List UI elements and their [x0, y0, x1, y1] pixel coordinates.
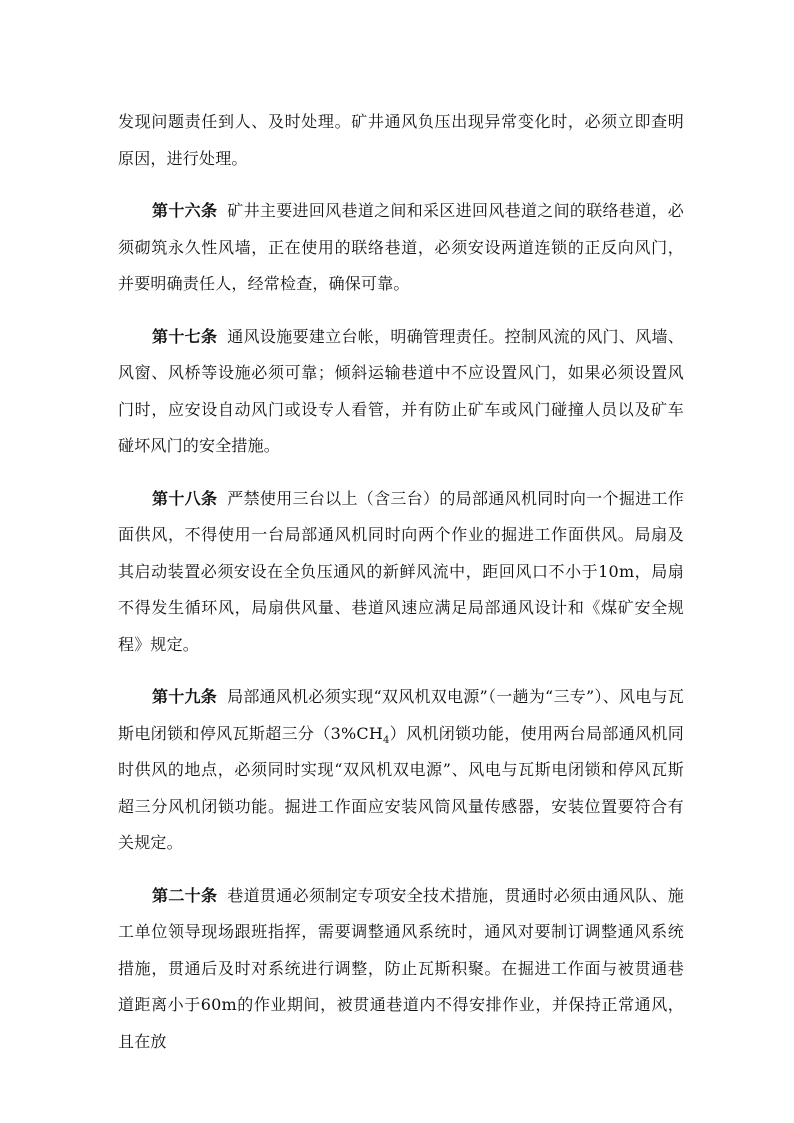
article-text: 巷道贯通必须制定专项安全技术措施，贯通时必须由通风队、施工单位领导现场跟班指挥，需要调整通风系统时，通风对要制订调整通风系统措施，贯通后及时对系统进行调整，防止瓦斯积聚。在掘进工作面与被贯通巷道距离小于60m的作业期间，被贯通巷道内不得安排作业，并保持正常通风，且在放: [118, 885, 684, 1051]
article-19: [118, 679, 684, 862]
article-text: 通风设施要建立台帐，明确管理责任。控制风流的风门、风墙、风窗、风桥等设施必须可靠；倾斜运输巷道中不应设置风门，如果必须设置风门时，应安设自动风门或设专人看管，并有防止矿车或风门碰撞人员以及矿车碰坏风门的安全措施。: [118, 326, 684, 455]
paragraph-gap: [118, 177, 684, 193]
article-text: 矿井主要进回风巷道之间和采区进回风巷道之间的联络巷道，必须砌筑永久性风墙，正在使用的联络巷道，必须安设两道连锁的正反向风门，并要明确责任人，经常检查，确保可靠。: [118, 201, 684, 293]
paragraph-gap: [118, 465, 684, 481]
paragraph-continuation: [118, 104, 684, 177]
article-number: 第十九条: [152, 687, 218, 706]
article-16: [118, 193, 684, 303]
article-number: 第十六条: [152, 201, 218, 220]
article-number: 第二十条: [152, 885, 218, 905]
paragraph-text: 发现问题责任到人、及时处理。矿井通风负压出现异常变化时，必须立即查明原因，进行处理。: [118, 112, 684, 168]
article-text-after: ）风机闭锁功能，使用两台局部通风机同时供风的地点，必须同时实现“双风机双电源”、风电与瓦斯电闭锁和停风瓦斯超三分风机闭锁功能。掘进工作面应安装风筒风量传感器，安装位置要符合有关规定。: [118, 723, 684, 852]
chemical-subscript: 4: [383, 734, 390, 746]
article-number: 第十八条: [152, 488, 218, 508]
article-text-before: 局部通风机必须实现“双风机双电源”（一趟为“三专”）、风电与瓦斯电闭锁和停风瓦斯超三分（3%CH: [118, 687, 684, 743]
article-text: 严禁使用三台以上（含三台）的局部通风机同时向一个掘进工作面供风，不得使用一台局部通风机同时向两个作业的掘进工作面供风。局扇及其启动装置必须安设在全负压通风的新鲜风流中，距回风口不小于10m，局扇不得发生循环风，局扇供风量、巷道风速应满足局部通风设计和《煤矿安全规程》规定。: [118, 488, 684, 654]
article-number: 第十七条: [152, 326, 218, 346]
paragraph-gap: [118, 862, 684, 878]
document-page: [118, 104, 684, 1060]
article-17: [118, 319, 684, 465]
paragraph-gap: [118, 303, 684, 319]
article-18: [118, 481, 684, 664]
article-20: [118, 878, 684, 1061]
paragraph-gap: [118, 663, 684, 679]
